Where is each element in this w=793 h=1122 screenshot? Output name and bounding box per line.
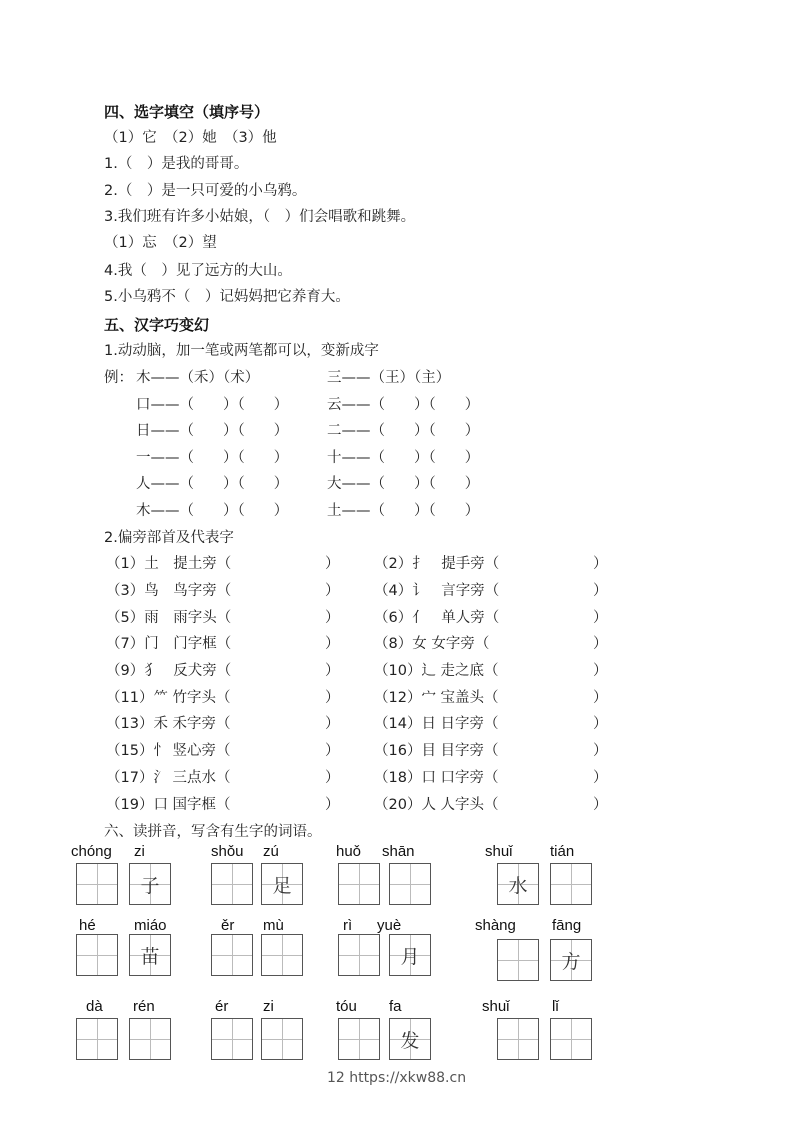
radical-answer-close-right: ） [593, 583, 608, 599]
writing-grid-cell[interactable] [76, 934, 118, 976]
writing-grid-cell[interactable] [497, 863, 539, 905]
radical-answer-close-left: ） [325, 636, 340, 652]
pinyin-label: yuè [377, 917, 402, 934]
radical-answer-close-right: ） [593, 663, 608, 679]
radical-item-left: （11）⺮ 竹字头（ [106, 690, 231, 706]
radical-item-left: （13）禾 禾字旁（ [106, 716, 231, 732]
char-row-3-right: 二——（ ）（ ） [327, 423, 480, 439]
question-4: 4.我（ ）见了远方的大山。 [104, 263, 292, 279]
writing-grid-cell[interactable] [76, 1018, 118, 1060]
radical-answer-close-right: ） [593, 770, 608, 786]
writing-grid-cell[interactable] [550, 1018, 592, 1060]
writing-grid-cell[interactable] [338, 863, 380, 905]
cell-character: 水 [508, 874, 528, 897]
radical-item-left: （7）门 门字框（ [106, 636, 232, 652]
writing-grid-cell[interactable] [129, 863, 171, 905]
pinyin-label: dà [86, 998, 103, 1015]
radical-item-left: （1）土 提土旁（ [106, 556, 232, 572]
radical-answer-close-right: ） [593, 743, 608, 759]
radical-item-left: （17）氵 三点水（ [106, 770, 231, 786]
cell-character [262, 1019, 302, 1059]
writing-grid-cell[interactable] [261, 1018, 303, 1060]
cell-character [130, 1019, 170, 1059]
writing-grid-cell[interactable] [497, 1018, 539, 1060]
cell-character [498, 940, 538, 980]
radical-item-right: （16）目 目字旁（ [374, 743, 499, 759]
cell-character [339, 1019, 379, 1059]
cell-character: 子 [140, 874, 160, 897]
pinyin-label: chóng [71, 843, 112, 860]
pinyin-label: zi [263, 998, 274, 1015]
cell-character [551, 864, 591, 904]
section-5-title: 五、汉字巧变幻 [104, 316, 210, 334]
options-group-1: （1）它 （2）她 （3）他 [104, 130, 277, 146]
radical-answer-close-left: ） [325, 663, 340, 679]
pinyin-label: shàng [475, 917, 516, 934]
pinyin-label: rén [133, 998, 155, 1015]
cell-character [339, 935, 379, 975]
char-row-6-left: 木——（ ）（ ） [136, 503, 289, 519]
pinyin-label: tóu [336, 998, 357, 1015]
cell-character [212, 1019, 252, 1059]
radical-answer-close-right: ） [593, 716, 608, 732]
question-2: 2.（ ）是一只可爱的小乌鸦。 [104, 183, 307, 199]
writing-grid-cell[interactable] [497, 939, 539, 981]
cell-character: 方 [561, 950, 581, 973]
char-row-1-right: 三——（王）（主） [327, 370, 451, 386]
pinyin-label: zi [134, 843, 145, 860]
char-row-4-left: 一——（ ）（ ） [136, 450, 289, 466]
pinyin-label: fāng [552, 917, 582, 934]
writing-grid-cell[interactable] [76, 863, 118, 905]
writing-grid-cell[interactable] [129, 934, 171, 976]
radical-answer-close-right: ） [593, 797, 608, 813]
char-row-5-left: 人——（ ）（ ） [136, 476, 289, 492]
pinyin-label: shǒu [211, 843, 244, 860]
options-group-2: （1）忘 （2）望 [104, 235, 217, 251]
part-1-title: 1.动动脑，加一笔或两笔都可以，变新成字 [104, 343, 379, 359]
radical-item-right: （10）辶 走之底（ [374, 663, 499, 679]
writing-grid-cell[interactable] [261, 863, 303, 905]
radical-answer-close-right: ） [593, 636, 608, 652]
pinyin-label: ěr [221, 917, 235, 934]
radical-item-left: （19）口 国字框（ [106, 797, 231, 813]
radical-answer-close-left: ） [325, 743, 340, 759]
pinyin-label: miáo [134, 917, 167, 934]
char-row-2-right: 云——（ ）（ ） [327, 397, 480, 413]
radical-item-right: （18）口 口字旁（ [374, 770, 499, 786]
radical-answer-close-left: ） [325, 716, 340, 732]
question-3: 3.我们班有许多小姑娘，（ ）们会唱歌和跳舞。 [104, 209, 416, 225]
cell-character: 足 [272, 874, 292, 897]
pinyin-label: zú [263, 843, 279, 860]
writing-grid-cell[interactable] [211, 863, 253, 905]
cell-character [262, 935, 302, 975]
cell-character [339, 864, 379, 904]
radical-item-right: （2）扌 提手旁（ [374, 556, 500, 572]
pinyin-label: huǒ [336, 843, 362, 860]
writing-grid-cell[interactable] [389, 863, 431, 905]
pinyin-label: fa [389, 998, 402, 1015]
cell-character: 苗 [140, 945, 160, 968]
radical-item-right: （6）亻 单人旁（ [374, 610, 500, 626]
writing-grid-cell[interactable] [211, 1018, 253, 1060]
part-2-title: 2.偏旁部首及代表字 [104, 530, 234, 546]
writing-grid-cell[interactable] [338, 934, 380, 976]
section-6-title: 六、读拼音，写含有生字的词语。 [104, 824, 322, 840]
page-footer: 12 https://xkw88.cn [326, 1070, 467, 1086]
radical-item-right: （8）女 女字旁（ [374, 636, 490, 652]
pinyin-label: ér [215, 998, 229, 1015]
radical-answer-close-left: ） [325, 797, 340, 813]
char-row-5-right: 大——（ ）（ ） [327, 476, 480, 492]
radical-item-left: （15）忄 竖心旁（ [106, 743, 231, 759]
radical-item-left: （5）雨 雨字头（ [106, 610, 232, 626]
radical-answer-close-left: ） [325, 770, 340, 786]
writing-grid-cell[interactable] [129, 1018, 171, 1060]
pinyin-label: lǐ [552, 998, 559, 1015]
radical-item-left: （3）鸟 鸟字旁（ [106, 583, 232, 599]
question-5: 5.小乌鸦不（ ）记妈妈把它养育大。 [104, 289, 350, 305]
pinyin-label: rì [343, 917, 353, 934]
writing-grid-cell[interactable] [550, 939, 592, 981]
char-row-2-left: 口——（ ）（ ） [136, 397, 289, 413]
cell-character [551, 1019, 591, 1059]
cell-character: 月 [400, 945, 420, 968]
pinyin-label: hé [79, 917, 96, 934]
radical-answer-close-right: ） [593, 690, 608, 706]
writing-grid-cell[interactable] [261, 934, 303, 976]
pinyin-label: shuǐ [485, 843, 513, 860]
cell-character [77, 1019, 117, 1059]
writing-grid-cell[interactable] [389, 934, 431, 976]
char-row-1-left: 木——（禾）（术） [136, 370, 260, 386]
pinyin-label: tián [550, 843, 575, 860]
radical-item-right: （4）讠 言字旁（ [374, 583, 500, 599]
radical-answer-close-left: ） [325, 610, 340, 626]
cell-character [212, 935, 252, 975]
question-1: 1.（ ）是我的哥哥。 [104, 156, 249, 172]
pinyin-label: mù [263, 917, 284, 934]
cell-character: 发 [400, 1029, 420, 1052]
char-row-4-right: 十——（ ）（ ） [327, 450, 480, 466]
char-row-3-left: 日——（ ）（ ） [136, 423, 289, 439]
radical-item-left: （9）犭 反犬旁（ [106, 663, 232, 679]
cell-character [498, 1019, 538, 1059]
writing-grid-cell[interactable] [550, 863, 592, 905]
pinyin-label: shān [382, 843, 415, 860]
cell-character [212, 864, 252, 904]
writing-grid-cell[interactable] [389, 1018, 431, 1060]
radical-item-right: （12）宀 宝盖头（ [374, 690, 499, 706]
writing-grid-cell[interactable] [338, 1018, 380, 1060]
radical-item-right: （14）日 日字旁（ [374, 716, 499, 732]
example-label: 例： [104, 370, 133, 386]
radical-answer-close-right: ） [593, 610, 608, 626]
cell-character [390, 864, 430, 904]
cell-character [77, 864, 117, 904]
pinyin-label: shuǐ [482, 998, 510, 1015]
writing-grid-cell[interactable] [211, 934, 253, 976]
radical-answer-close-right: ） [593, 556, 608, 572]
radical-answer-close-left: ） [325, 690, 340, 706]
cell-character [77, 935, 117, 975]
section-4-title: 四、选字填空（填序号） [104, 103, 270, 121]
char-row-6-right: 土——（ ）（ ） [327, 503, 480, 519]
radical-answer-close-left: ） [325, 583, 340, 599]
radical-answer-close-left: ） [325, 556, 340, 572]
radical-item-right: （20）人 人字头（ [374, 797, 499, 813]
